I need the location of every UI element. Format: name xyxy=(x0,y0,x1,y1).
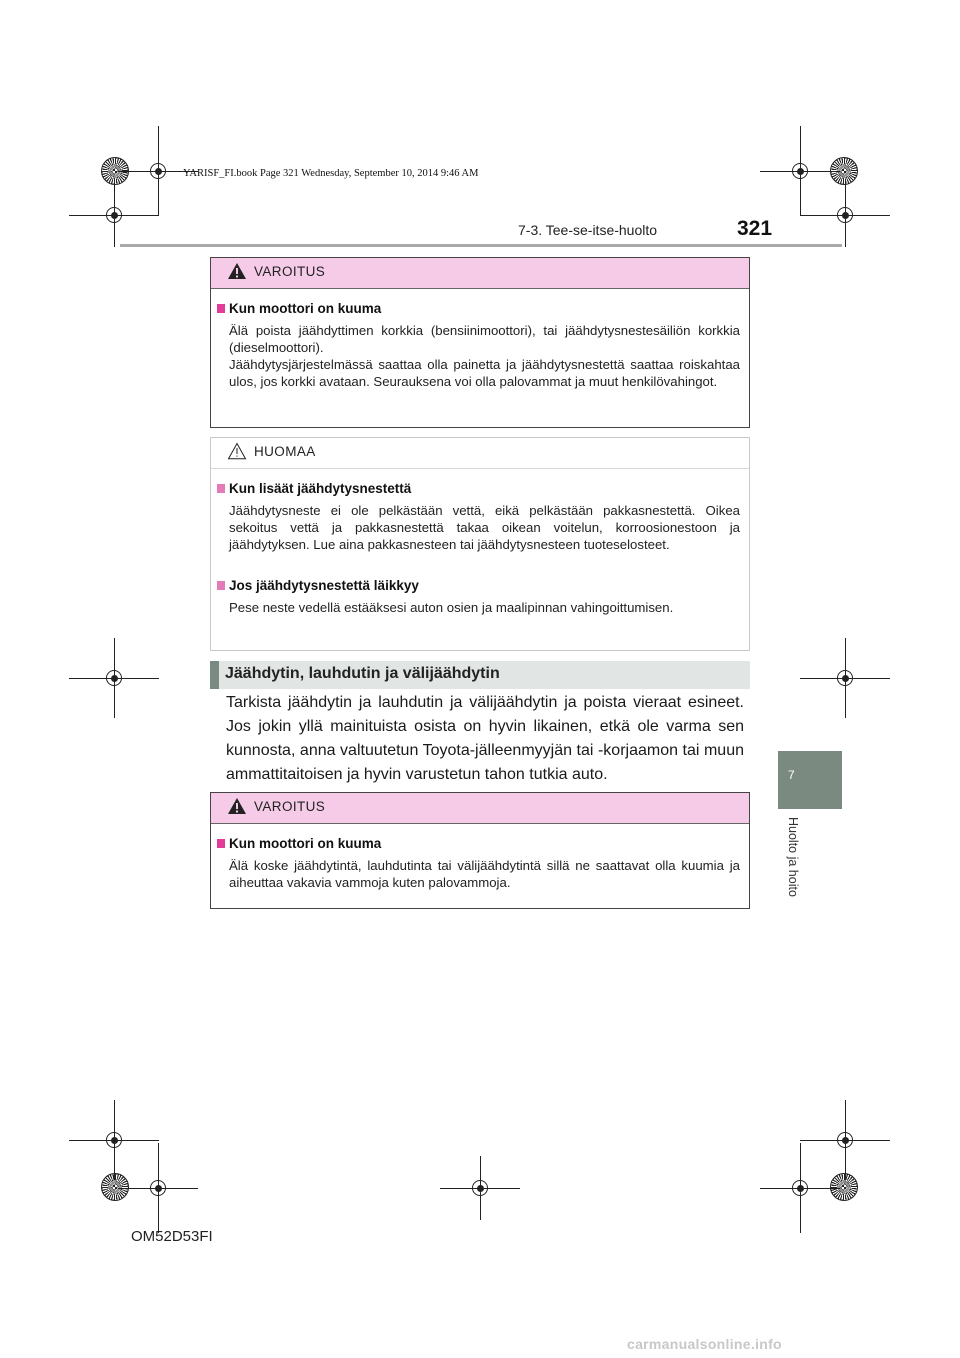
warning-label: VAROITUS xyxy=(254,264,326,279)
header-rule xyxy=(120,244,842,247)
bullet-square-icon xyxy=(217,839,225,848)
warning-header xyxy=(211,793,749,824)
warning-item-body: Älä koske jäähdytintä, lauhdutinta tai välijäähdytintä sillä ne saattavat olla kuumia ja aiheuttaa vakavia vammoja kuten palovammoja. xyxy=(229,858,740,890)
warning-item-title: Kun moottori on kuuma xyxy=(217,836,381,851)
warning-triangle-icon xyxy=(227,797,247,815)
body-paragraph: Tarkista jäähdytin ja lauhdutin ja välijäähdytin ja poista vieraat esineet. Jos jokin yllä mainituista osista on hyvin likainen, etkä ole varma sen kunnosta, anna valtuutetun Toyota-jälleenmyyjän tai -korjaamon tai muun ammattitaitoisen ja hyvin varustetun tahon tutkia auto. xyxy=(226,694,744,783)
section-title: 7-3. Tee-se-itse-huolto xyxy=(518,222,658,238)
notice-header xyxy=(211,438,749,469)
notice-item-body: Jäähdytysneste ei ole pelkästään vettä, eikä pelkästään pakkasnestettä. Oikea sekoitus vettä ja pakkasnestettä takaa oikean voitelun, korroosionestoon ja jäähdytyksen. Lue aina pakkasnesteen tai jäähdytysnesteen tuoteselosteet. xyxy=(229,503,740,552)
notice-label: HUOMAA xyxy=(254,444,316,459)
document-code: OM52D53FI xyxy=(131,1228,213,1245)
section-heading-bar xyxy=(210,661,219,689)
notice-item-body: Pese neste vedellä estääksesi auton osien ja maalipinnan vahingoittumisen. xyxy=(229,600,674,615)
warning-item-body: Älä poista jäähdyttimen korkkia (bensiinimoottori), tai jäähdytysnestesäiliön korkkia (dieselmoottori). Jäähdytysjärjestelmässä saattaa olla painetta ja jäähdytysnestettä saattaa roiskahtaa ulos, jos korkki avataan. Seurauksena voi olla palovammat ja muut henkilövahingot. xyxy=(229,323,740,389)
chapter-number: 7 xyxy=(788,768,795,782)
notice-item-title: Jos jäähdytysnestettä läikkyy xyxy=(217,578,419,593)
page-number: 321 xyxy=(737,217,773,240)
section-heading: Jäähdytin, lauhdutin ja välijäähdytin xyxy=(210,661,750,689)
book-stamp: YARISF_FI.book Page 321 Wednesday, September 10, 2014 9:46 AM xyxy=(183,168,479,179)
chapter-title: Huolto ja hoito xyxy=(786,817,800,897)
warning-box xyxy=(210,257,750,428)
warning-box xyxy=(210,792,750,909)
warning-triangle-icon xyxy=(227,262,247,280)
bullet-square-icon xyxy=(217,581,225,590)
watermark: carmanualsonline.info xyxy=(627,1336,782,1352)
registration-sunburst-bottom-right xyxy=(830,1173,858,1201)
warning-item-title: Kun moottori on kuuma xyxy=(217,301,381,316)
warning-label: VAROITUS xyxy=(254,799,326,814)
registration-sunburst-bottom-left xyxy=(101,1173,129,1201)
warning-header xyxy=(211,258,749,289)
bullet-square-icon xyxy=(217,484,225,493)
notice-item-title: Kun lisäät jäähdytysnestettä xyxy=(217,481,411,496)
caution-triangle-outline-icon xyxy=(227,442,247,460)
bullet-square-icon xyxy=(217,304,225,313)
notice-box xyxy=(210,437,750,651)
